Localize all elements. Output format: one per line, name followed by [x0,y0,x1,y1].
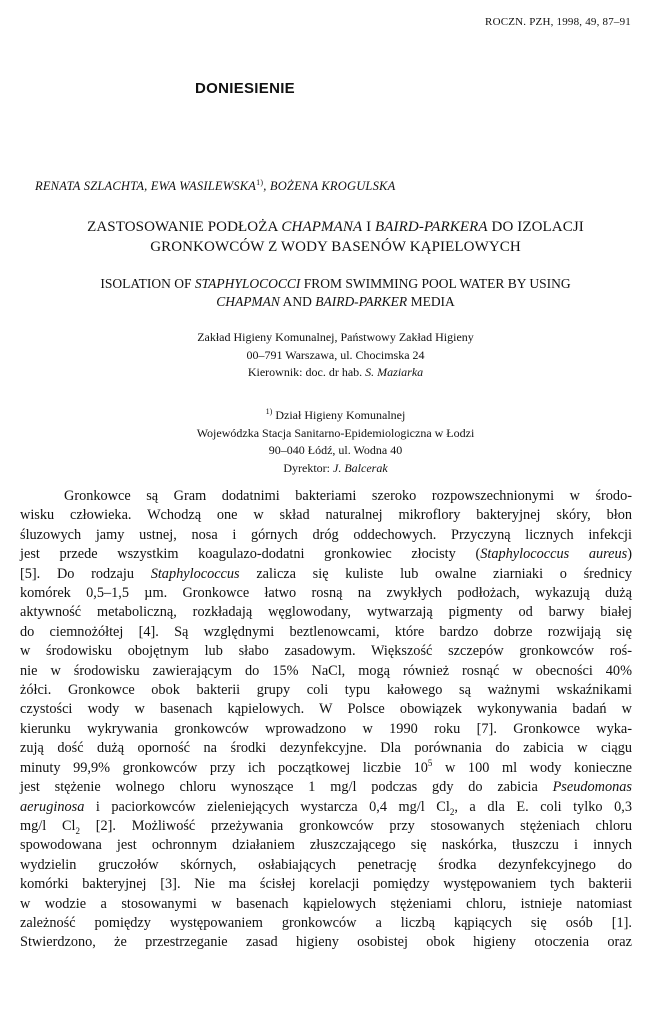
body-line: wisku człowieka. Wchodzą one w skład naturalnej mikroflory bakteryjnej skóry, błon [20,507,632,524]
body-line: aktywność metaboliczną, rozkładają węglowodany, wytwarzają pigmenty od barwy białej [20,604,632,621]
title-en-text: ISOLATION OF [100,276,195,291]
section-label: DONIESIENIE [195,80,295,97]
body-paragraph [20,487,632,953]
body-line: do ciemnożółtej [4]. Są względnymi beztlenowcami, które bardzo dobrze rozwijają się [20,623,632,640]
body-line: czystości wody w basenach kąpielowych. W Polsce obowiązek wykonywania badań w [20,701,632,718]
body-italic-species: aeruginosa [20,798,85,815]
body-subscript: 2 [449,806,455,817]
body-text-run: i paciorkowców zieleniejących wystarcza 0,4 mg/l Cl [84,798,450,815]
affiliation2-footnote-mark: 1) [265,407,273,416]
body-line [20,545,632,564]
body-text-run: [5]. Do rodzaju [20,565,151,582]
body-line: w wodzie a stosowanymi w basenach kąpielowych stężeniami chloru, istnieje natomiast [20,895,632,912]
body-line: Gronkowce są Gram dodatnimi bakteriami szeroko rozpowszechnionymi w środo- [64,488,632,504]
title-en-italic-baird-parker: BAIRD-PARKER [315,294,408,309]
affiliation2-line4 [20,460,651,478]
title-en-text: AND [279,294,316,309]
body-line: Stwierdzono, że przestrzeganie zasad higieny osobistej obok higieny otoczenia oraz [20,934,632,951]
title-en-text: MEDIA [407,294,455,309]
body-text-run: [2]. Możliwość przeżywania gronkowców przy stosowanych stężeniach chloru [79,817,632,834]
affiliation2-line3: 90–040 Łódź, ul. Wodna 40 [268,443,403,457]
affiliation1-head-label: Kierownik: doc. dr hab. [247,365,366,379]
title-pl-text: I [362,219,376,235]
body-subscript: 2 [75,825,80,836]
title-polish [20,217,651,257]
affiliation1-head-name: S. Maziarka [365,365,424,379]
body-line [20,759,632,778]
body-text-run: , a dla E. coli tylko 0,3 [454,798,632,815]
title-english-line1 [20,275,651,293]
body-line: śluzowych jamy ustnej, nosa i górnych dróg oddechowych. Przyczyną licznych infekcji [20,526,632,543]
body-text-run: minuty 99,9% gronkowców przy ich początkowej liczbie 10 [20,759,428,776]
affiliation1-line3 [20,364,651,382]
body-line [20,565,632,584]
authors-part2: , BOŻENA KROGULSKA [263,179,396,194]
title-en-text: FROM SWIMMING POOL WATER BY USING [300,276,571,291]
title-polish-line1 [20,217,651,237]
body-italic-genus: Pseudomonas [552,779,632,796]
affiliation1-line1: Zakład Higieny Komunalnej, Państwowy Zakład Higieny [197,330,474,344]
authors-part1: RENATA SZLACHTA, EWA WASILEWSKA [35,179,257,194]
body-line: komórki bakteryjnej [3]. Nie ma ścisłej korelacji pomiędzy występowaniem tych bakterii [20,876,632,893]
affiliation-primary [20,329,651,382]
affiliation2-director-name: J. Balcerak [333,460,388,475]
body-text-run: mg/l Cl [20,817,76,834]
affiliation-secondary [20,403,651,477]
body-text-run: jest stężenie wolnego chloru wynoszące 1 mg/l podczas gdy do zabicia [20,779,553,796]
title-english-line2 [20,293,651,311]
body-line [20,798,632,817]
journal-reference: ROCZN. PZH, 1998, 49, 87–91 [485,16,631,28]
affiliation2-line2: Wojewódzka Stacja Sanitarno-Epidemiologiczna w Łodzi [196,425,475,440]
title-en-italic-staphylococci: STAPHYLOCOCCI [194,276,301,291]
body-line [20,778,632,797]
body-line [20,817,632,836]
body-italic-species: Staphylococcus aureus [480,546,628,563]
title-pl-text: ZASTOSOWANIE PODŁOŻA [87,219,282,235]
body-text-run: jest przede wszystkim koagulazo-dodatni gronkowiec złocisty ( [20,546,481,563]
body-line: wydzielin gruczołów skórnych, osłabiających penetrację środka dezynfekcyjnego do [20,856,632,873]
body-line: w środowisku obojętnym lub słabo zasadowym. Większość szczepów gronkowców roś- [20,643,632,660]
body-text-run: zalicza się kuliste lub owalne ziarniaki o średnicy [239,565,633,582]
title-pl-text: DO IZOLACJI [487,219,584,235]
body-line: żółci. Gronkowce obok bakterii grupy coli typu kałowego są ważnymi wskaźnikami [20,682,632,699]
authors-line [35,178,395,194]
authors-footnote-mark: 1) [256,178,264,187]
affiliation2-director-label: Dyrektor: [283,460,333,475]
body-line: zależność pomiędzy występowaniem gronkowców a liczbą kąpiących się osób [1]. [20,914,632,931]
body-text-run: w 100 ml wody konieczne [432,759,633,776]
body-line: zują dość dużą oporność na środki dezynfekcyjne. Dla porównania do zabicia w ciągu [20,740,632,757]
body-superscript: 5 [427,757,433,768]
body-text-run: ) [627,546,632,563]
title-pl-italic-chapmana: CHAPMANA [281,219,363,235]
title-pl-italic-baird-parkera: BAIRD-PARKERA [375,219,488,235]
body-line: kierunku wykrywania gronkowców wprowadzono w 1990 roku [7]. Gronkowce wyka- [20,720,632,737]
body-line: komórek 0,5–1,5 µm. Gronkowce łatwo rosną na zwykłych podłożach, wykazują dużą [20,585,632,602]
affiliation1-line2: 00–791 Warszawa, ul. Chocimska 24 [246,347,425,362]
body-line: nie w środowisku zawierającym do 15% NaCl, mogą również rosnąć w obecności 40% [20,662,632,679]
title-english [20,275,651,311]
title-en-italic-chapman: CHAPMAN [216,294,280,309]
affiliation2-line1 [20,403,651,425]
title-polish-line2: GRONKOWCÓW Z WODY BASENÓW KĄPIELOWYCH [150,239,521,255]
body-line: spowodowana jest ochronnym działaniem złuszczającego się naskórka, tłuszczu i innych [20,837,632,854]
body-italic-genus: Staphylococcus [150,565,240,582]
affiliation2-dept: Dział Higieny Komunalnej [272,408,406,422]
